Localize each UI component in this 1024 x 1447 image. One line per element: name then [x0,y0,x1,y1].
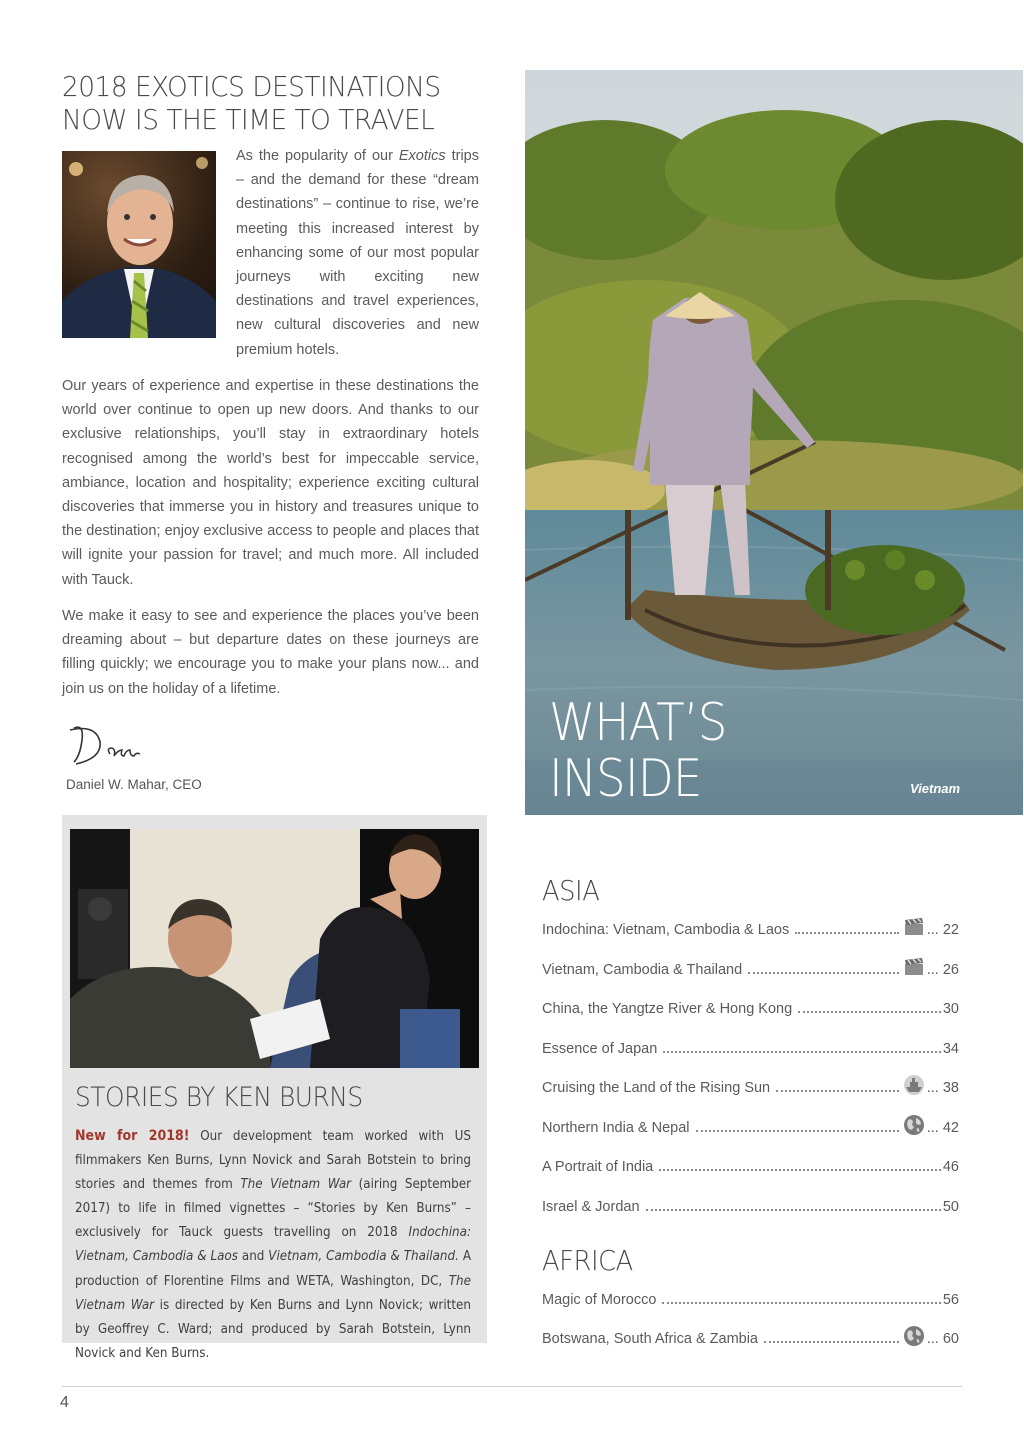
toc-entry-title: China, the Yangtze River & Hong Kong [542,1001,793,1017]
asia-toc-entry[interactable] [542,916,959,938]
asia-toc-entry[interactable] [542,995,959,1017]
toc-entry-title: Northern India & Nepal [542,1119,690,1136]
kb-text-1: Our development team worked with US filmmakers Ken Burns, Lynn Novick and Sarah Botstein to bring stories and themes from [75,1129,471,1193]
kb-italic-2: Indochina: Vietnam, Cambodia & Laos [75,1225,471,1265]
toc-region-africa: AFRICA [542,1244,633,1277]
toc-entry-title: Cruising the Land of the Rising Sun [542,1080,771,1096]
toc-entry-title: Vietnam, Cambodia & Thailand [542,961,743,978]
toc-leader-dots [662,1302,940,1304]
ceo-signature [66,720,156,770]
toc-entry-title: Botswana, South Africa & Zambia [542,1330,758,1347]
headline-line-2: NOW IS THE TIME TO TRAVEL [62,103,435,136]
toc-leader-dots [646,1209,941,1211]
toc-region-asia: ASIA [542,874,600,907]
toc-leader-dots [663,1051,941,1053]
new-for-2018-label: New for 2018! [75,1128,190,1144]
africa-toc-entry[interactable] [542,1325,959,1347]
whats-line: WHAT’S [549,693,727,753]
ken-burns-title: STORIES BY KEN BURNS [75,1082,363,1113]
ken-burns-photo [70,829,479,1068]
film-clapper-icon [903,956,925,978]
toc-entry-page: ... 26 [926,961,959,978]
kb-italic-1: The Vietnam War [240,1177,352,1193]
inside-line: INSIDE [549,749,702,809]
ceo-portrait-photo [62,151,216,338]
page-number: 4 [60,1394,69,1411]
headline-line-1: 2018 EXOTICS DESTINATIONS [62,70,441,103]
africa-toc-entry[interactable] [542,1286,959,1308]
asia-toc-entry[interactable] [542,956,959,978]
toc-entry-page: 46 [942,1159,959,1175]
footer-rule [62,1386,962,1387]
toc-entry-page: ... 38 [926,1080,959,1096]
intro-paragraph [236,144,479,362]
toc-entry-title: A Portrait of India [542,1159,654,1175]
ceo-name: Daniel W. Mahar, CEO [66,777,202,792]
ken-burns-body [75,1124,471,1366]
kb-text-2: (airing September 2017) to life in filmed vignettes – “Stories by Ken Burns” – exclusively for Tauck guests travelling on 2018 [75,1177,471,1241]
photo-caption: Vietnam [910,781,961,796]
toc-entry-title: Israel & Jordan [542,1198,640,1215]
kb-text-5: is directed by Ken Burns and Lynn Novick; written by Geoffrey C. Ward; and produced by Sarah Botstein, Lynn Novick and Ken Burns. [75,1297,471,1361]
toc-entry-page: 50 [942,1198,959,1215]
intro-text-end: trips – and the demand for these “dream destinations” – continue to rise, we’re meeting this increased interest by enhancing some of our most popular journeys with exciting new destinations and travel experiences, new cultural discoveries and new premium hotels. [236,148,479,358]
body-paragraph-1: Our years of experience and expertise in these destinations the world over continue to open up new doors. And thanks to our exclusive relationships, you’ll stay in extraordinary hotels recognised among the world’s best for impeccable service, ambiance, location and hospitality; experience exciting cultural discoveries that immerse you in history and treasures unique to the destination; enjoy exclusive access to people and places that will ignite your passion for travel; and much more. All included with Tauck. [62,378,479,588]
toc-entry-page: 30 [942,1001,959,1017]
toc-entry-title: Essence of Japan [542,1040,658,1057]
toc-entry-page: ... 42 [926,1119,959,1136]
cruise-ship-icon [903,1074,925,1096]
body-paragraph-2: We make it easy to see and experience the places you’ve been dreaming about – but departure dates on these journeys are filling quickly; we encourage you to make your plans now... and join us on the holiday of a lifetime. [62,608,479,697]
toc-leader-dots [776,1090,899,1092]
page-headline [62,70,502,136]
kb-text-4: A production of Florentine Films and WETA, Washington, DC, [75,1249,471,1289]
toc-entry-page: 56 [942,1292,959,1308]
globe-icon [903,1114,925,1136]
toc-leader-dots [795,932,899,934]
asia-toc-entry[interactable] [542,1153,959,1175]
kb-italic-4: The Vietnam War [75,1273,471,1313]
asia-toc-entry[interactable] [542,1035,959,1057]
toc-leader-dots [748,972,899,974]
whats-inside-heading [549,695,746,807]
asia-toc-entry[interactable] [542,1114,959,1136]
film-clapper-icon [903,916,925,938]
toc-entry-page: ... 60 [926,1330,959,1347]
toc-leader-dots [764,1341,899,1343]
toc-leader-dots [659,1169,941,1171]
toc-leader-dots [696,1130,899,1132]
intro-emphasis: Exotics [398,148,446,164]
toc-entry-title: Indochina: Vietnam, Cambodia & Laos [542,922,790,938]
asia-toc-entry[interactable] [542,1193,959,1215]
globe-icon [903,1325,925,1347]
toc-entry-page: 34 [942,1040,959,1057]
kb-italic-3: Vietnam, Cambodia & Thailand. [268,1249,459,1265]
toc-entry-page: ... 22 [926,922,959,938]
toc-entry-title: Magic of Morocco [542,1292,657,1308]
toc-leader-dots [798,1011,941,1013]
intro-text-start: As the popularity of our [236,148,399,164]
asia-toc-entry[interactable] [542,1074,959,1096]
kb-text-3: and [237,1249,269,1265]
